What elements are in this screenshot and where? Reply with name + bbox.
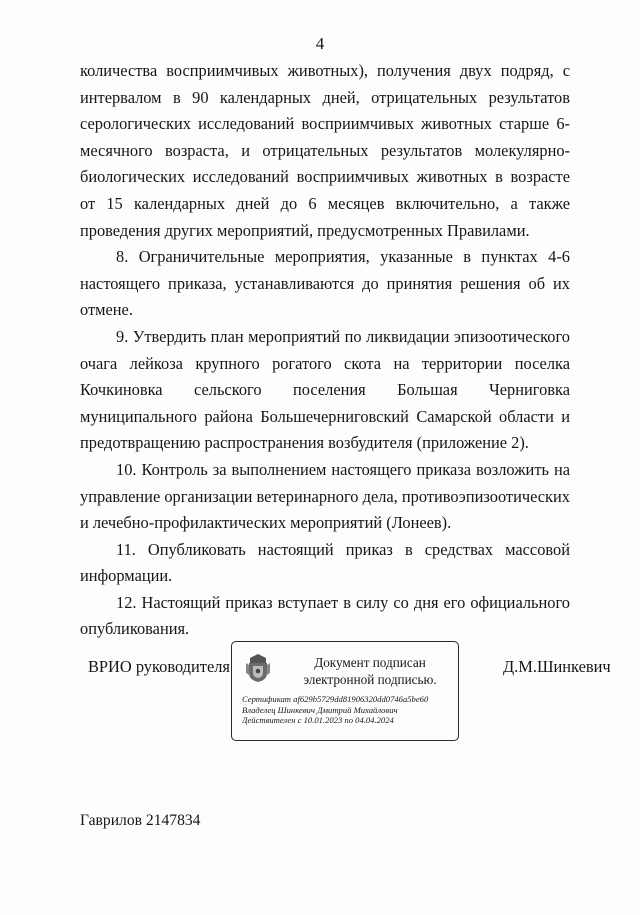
paragraph-item-9: 9. Утвердить план мероприятий по ликвидации эпизоотического очага лейкоза крупного рогатого скота на территории поселка Кочкиновка сельского поселения Большая Черниговка муниципального района Большечерниговский Самарской области и предотвращению распространения возбудителя (приложение 2). (80, 326, 570, 453)
coat-of-arms-icon (244, 651, 272, 683)
paragraph-item-12: 12. Настоящий приказ вступает в силу со дня его официального опубликования. (80, 592, 570, 639)
stamp-heading-line: Документ подписан (314, 655, 426, 670)
electronic-signature-stamp (231, 641, 459, 741)
paragraph-item-8: 8. Ограничительные мероприятия, указанные в пунктах 4-6 настоящего приказа, устанавливаются до принятия решения об их отмене. (80, 247, 570, 320)
paragraph-continuation: количества восприимчивых животных), получения двух подряд, с интервалом в 90 календарных дней, отрицательных результатов серологических исследований восприимчивых животных старше 6-месячного возраста, и отрицательных результатов молекулярно-биологических исследований восприимчивых животных в возрасте от 15 календарных дней до 6 месяцев включительно, а также проведения других мероприятий, предусмотренных Правилами. (80, 61, 570, 240)
certificate-owner: Владелец Шинкевич Дмитрий Михайлович (242, 704, 398, 715)
certificate-validity: Действителен с 10.01.2023 по 04.04.2024 (242, 715, 394, 726)
signatory-name: Д.М.Шинкевич (503, 657, 611, 676)
stamp-heading-line: электронной подписью. (303, 672, 437, 687)
document-body (80, 58, 570, 643)
paragraph-item-11: 11. Опубликовать настоящий приказ в средствах массовой информации. (80, 539, 570, 586)
certificate-number: Сертификат af629b5729dd81906320dd0746a5be60 (242, 694, 429, 704)
signatory-role: ВРИО руководителя (88, 657, 230, 676)
stamp-details (242, 694, 456, 726)
page-number: 4 (315, 34, 325, 53)
stamp-heading (288, 654, 452, 688)
paragraph-item-10: 10. Контроль за выполнением настоящего приказа возложить на управление организации ветеринарного дела, противоэпизоотических и лечебно-профилактических мероприятий (Лонеев). (80, 459, 570, 533)
executor-note: Гаврилов 2147834 (80, 812, 201, 829)
